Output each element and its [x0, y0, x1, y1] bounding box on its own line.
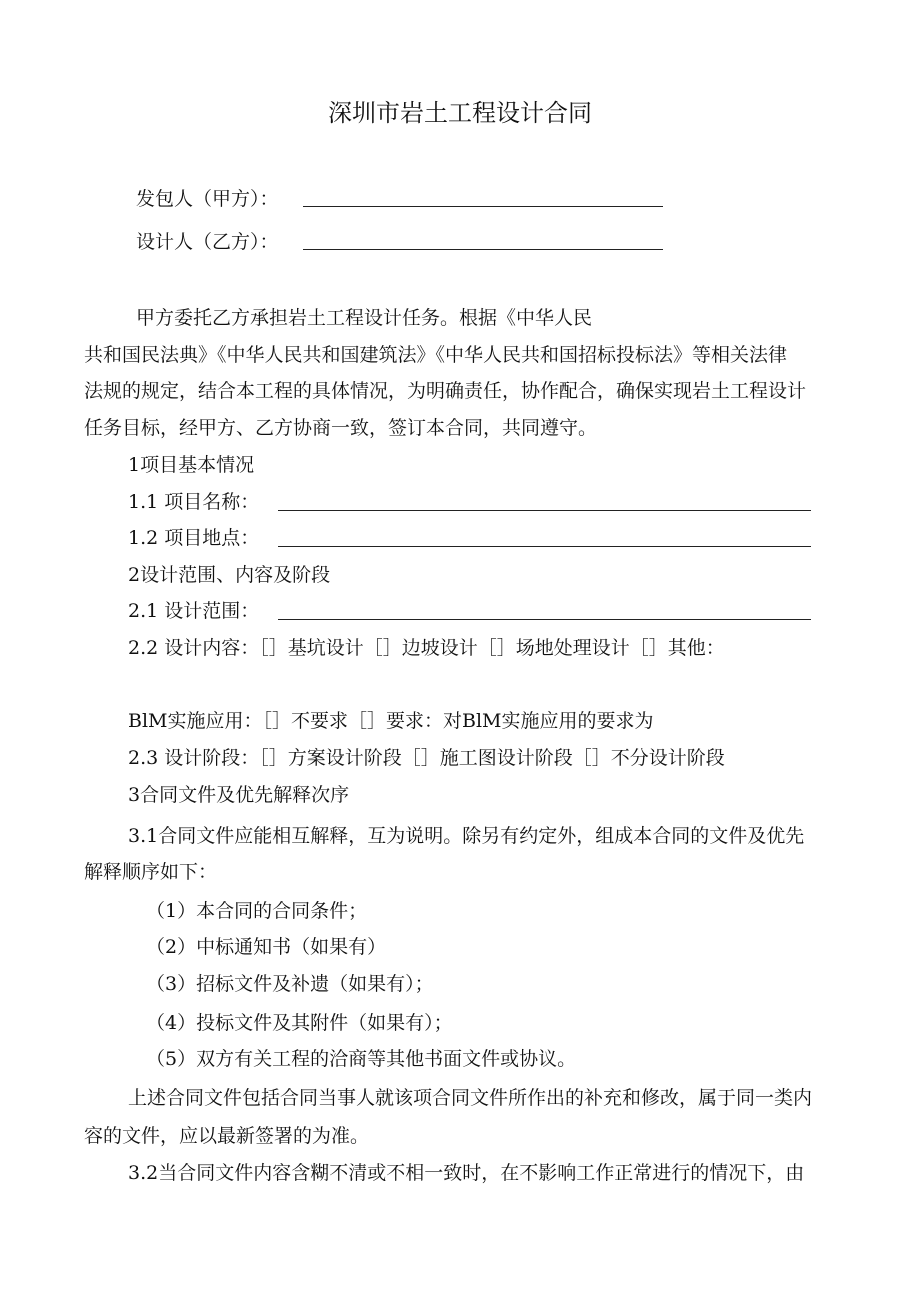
- list-item: （1）本合同的合同条件；: [146, 900, 368, 922]
- list-item: （5）双方有关工程的洽商等其他书面文件或协议。: [146, 1048, 577, 1070]
- clause-3-2-line: 3.2当合同文件内容含糊不清或不相一致时，在不影响工作正常进行的情况下，由: [128, 1162, 805, 1184]
- bim-application: BlM实施应用：［］不要求［］要求：对BlM实施应用的要求为: [128, 710, 654, 732]
- list-item: （2）中标通知书（如果有）: [146, 936, 387, 958]
- paragraph-line: 容的文件，应以最新签署的为准。: [84, 1125, 370, 1147]
- item-1-1-label: 1.1 项目名称：: [128, 491, 260, 513]
- project-name-blank: [278, 510, 811, 511]
- designer-label: 设计人（乙方）：: [136, 231, 279, 253]
- section-2-heading: 2设计范围、内容及阶段: [128, 564, 331, 586]
- design-scope-blank: [278, 619, 811, 620]
- intro-line: 法规的规定，结合本工程的具体情况，为明确责任，协作配合，确保实现岩土工程设计: [84, 380, 807, 402]
- clause-3-1-line: 3.1合同文件应能相互解释，互为说明。除另有约定外，组成本合同的文件及优先: [128, 825, 805, 847]
- intro-line: 任务目标，经甲方、乙方协商一致，签订本合同，共同遵守。: [84, 417, 598, 439]
- paragraph-line: 上述合同文件包括合同当事人就该项合同文件所作出的补充和修改，属于同一类内: [128, 1087, 813, 1109]
- employer-label: 发包人（甲方）：: [136, 188, 279, 210]
- employer-blank: [303, 206, 663, 207]
- item-2-1-label: 2.1 设计范围：: [128, 600, 260, 622]
- item-2-2-design-content: 2.2 设计内容：［］基坑设计［］边坡设计［］场地处理设计［］其他：: [128, 637, 725, 659]
- item-1-2-label: 1.2 项目地点：: [128, 527, 260, 549]
- item-2-3-design-stage: 2.3 设计阶段：［］方案设计阶段［］施工图设计阶段［］不分设计阶段: [128, 747, 725, 769]
- intro-line: 共和国民法典》《中华人民共和国建筑法》《中华人民共和国招标投标法》等相关法律: [84, 344, 788, 366]
- list-item: （4）投标文件及其附件（如果有）；: [146, 1012, 453, 1034]
- section-3-heading: 3合同文件及优先解释次序: [128, 784, 350, 806]
- document-title: 深圳市岩土工程设计合同: [328, 99, 592, 127]
- list-item: （3）招标文件及补遗（如果有）；: [146, 973, 434, 995]
- project-location-blank: [278, 546, 811, 547]
- designer-blank: [303, 249, 663, 250]
- clause-3-1-line: 解释顺序如下：: [84, 861, 218, 883]
- section-1-heading: 1项目基本情况: [128, 454, 255, 476]
- intro-line: 甲方委托乙方承担岩土工程设计任务。根据《中华人民: [136, 307, 593, 329]
